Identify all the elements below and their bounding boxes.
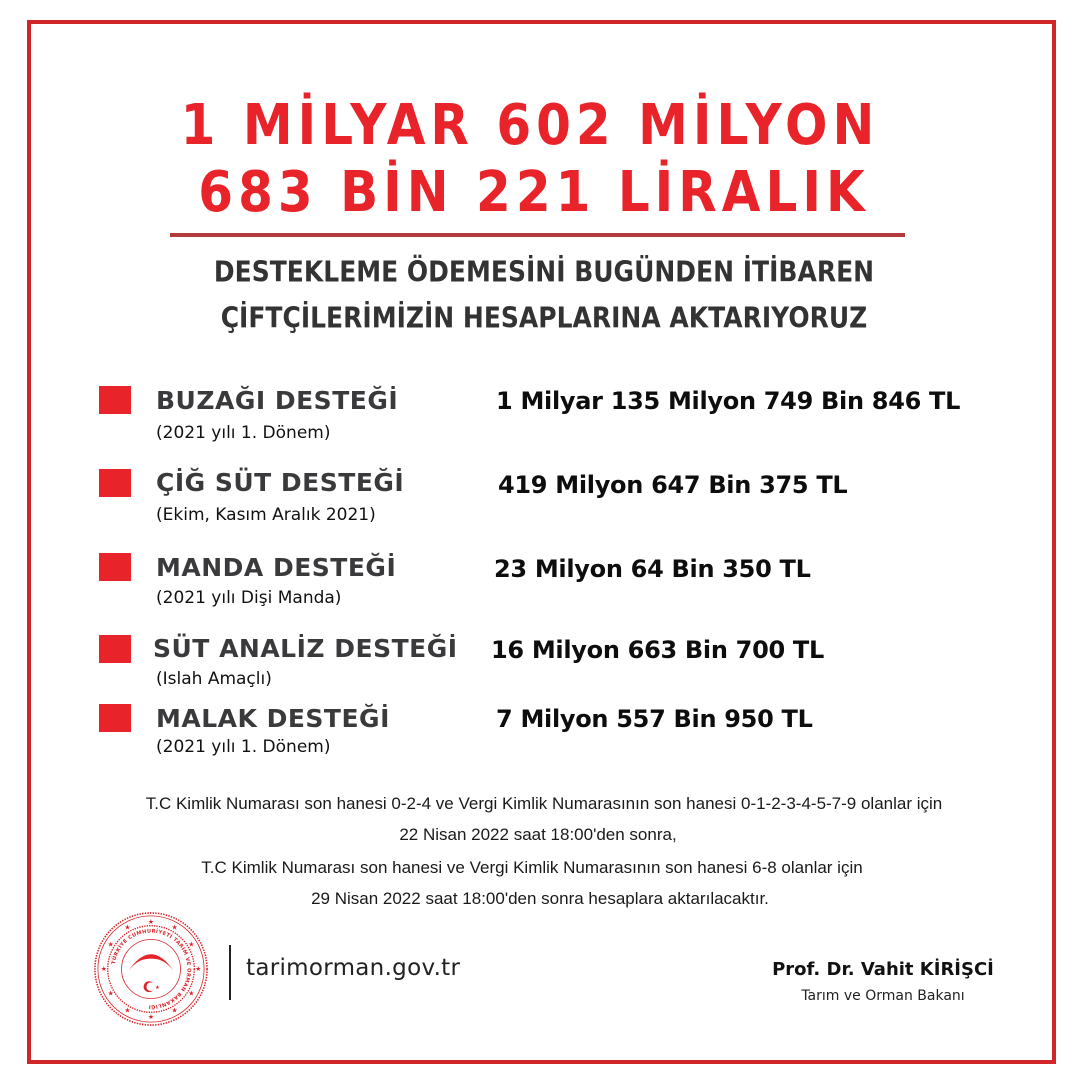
item-title-buzagi: BUZAĞI DESTEĞİ [156, 386, 399, 415]
headline-line-1: 1 MİLYAR 602 MİLYON [180, 92, 880, 158]
bullet-square-icon [99, 553, 131, 581]
item-subtitle-buzagi: (2021 yılı 1. Dönem) [156, 423, 331, 443]
subheading-line-2: ÇİFTÇİLERİMİZİN HESAPLARINA AKTARIYORUZ [220, 300, 868, 335]
svg-text:★: ★ [147, 1013, 155, 1022]
bullet-square-icon [99, 635, 131, 663]
signature-name: Prof. Dr. Vahit KİRİŞCİ [772, 959, 994, 980]
item-amount-malak: 7 Milyon 557 Bin 950 TL [496, 705, 813, 733]
svg-text:★: ★ [107, 940, 114, 949]
footer-note-3: T.C Kimlik Numarası son hanesi ve Vergi Kimlik Numarasının son hanesi 6-8 olanlar için [201, 858, 863, 877]
item-subtitle-sut-analiz: (Islah Amaçlı) [156, 669, 272, 689]
item-amount-buzagi: 1 Milyar 135 Milyon 749 Bin 846 TL [496, 387, 961, 415]
item-subtitle-manda: (2021 yılı Dişi Manda) [156, 588, 342, 608]
item-title-manda: MANDA DESTEĞİ [156, 553, 397, 582]
logo-divider [229, 945, 231, 1000]
item-amount-cig-sut: 419 Milyon 647 Bin 375 TL [498, 471, 848, 499]
signature-role: Tarım ve Orman Bakanı [801, 988, 965, 1004]
headline-line-2: 683 BİN 221 LİRALIK [198, 159, 870, 225]
footer-note-4: 29 Nisan 2022 saat 18:00'den sonra hesaplara aktarılacaktır. [311, 889, 769, 908]
svg-text:★: ★ [100, 964, 107, 973]
svg-text:★: ★ [124, 1006, 131, 1015]
headline-divider [170, 233, 905, 237]
item-subtitle-malak: (2021 yılı 1. Dönem) [156, 737, 331, 757]
svg-text:★: ★ [195, 964, 202, 973]
bullet-square-icon [99, 469, 131, 497]
svg-text:★: ★ [154, 985, 160, 992]
website-link[interactable]: tarimorman.gov.tr [246, 955, 461, 981]
svg-text:★: ★ [124, 923, 131, 932]
svg-text:TÜRKİYE CUMHURİYETİ TARIM VE O: TÜRKİYE CUMHURİYETİ TARIM VE ORMAN BAKANLIĞI [110, 928, 192, 1010]
svg-text:★: ★ [171, 923, 178, 932]
item-subtitle-cig-sut: (Ekim, Kasım Aralık 2021) [156, 505, 376, 525]
svg-text:★: ★ [171, 1006, 178, 1015]
svg-text:★: ★ [188, 940, 195, 949]
svg-text:★: ★ [147, 917, 155, 926]
item-amount-manda: 23 Milyon 64 Bin 350 TL [494, 555, 811, 583]
item-title-sut-analiz: SÜT ANALİZ DESTEĞİ [153, 634, 458, 663]
subheading-line-1: DESTEKLEME ÖDEMESİNİ BUGÜNDEN İTİBAREN [213, 254, 875, 289]
svg-text:★: ★ [107, 989, 114, 998]
item-amount-sut-analiz: 16 Milyon 663 Bin 700 TL [491, 636, 824, 664]
item-title-malak: MALAK DESTEĞİ [156, 704, 390, 733]
footer-note-1: T.C Kimlik Numarası son hanesi 0-2-4 ve Vergi Kimlik Numarasının son hanesi 0-1-2-3-4-5-7-9 olanlar için [145, 794, 943, 813]
item-title-cig-sut: ÇİĞ SÜT DESTEĞİ [156, 468, 405, 497]
footer-note-2: 22 Nisan 2022 saat 18:00'den sonra, [399, 825, 677, 844]
ministry-seal-icon [92, 910, 210, 1028]
bullet-square-icon [99, 704, 131, 732]
bullet-square-icon [99, 386, 131, 414]
svg-text:★: ★ [188, 989, 195, 998]
